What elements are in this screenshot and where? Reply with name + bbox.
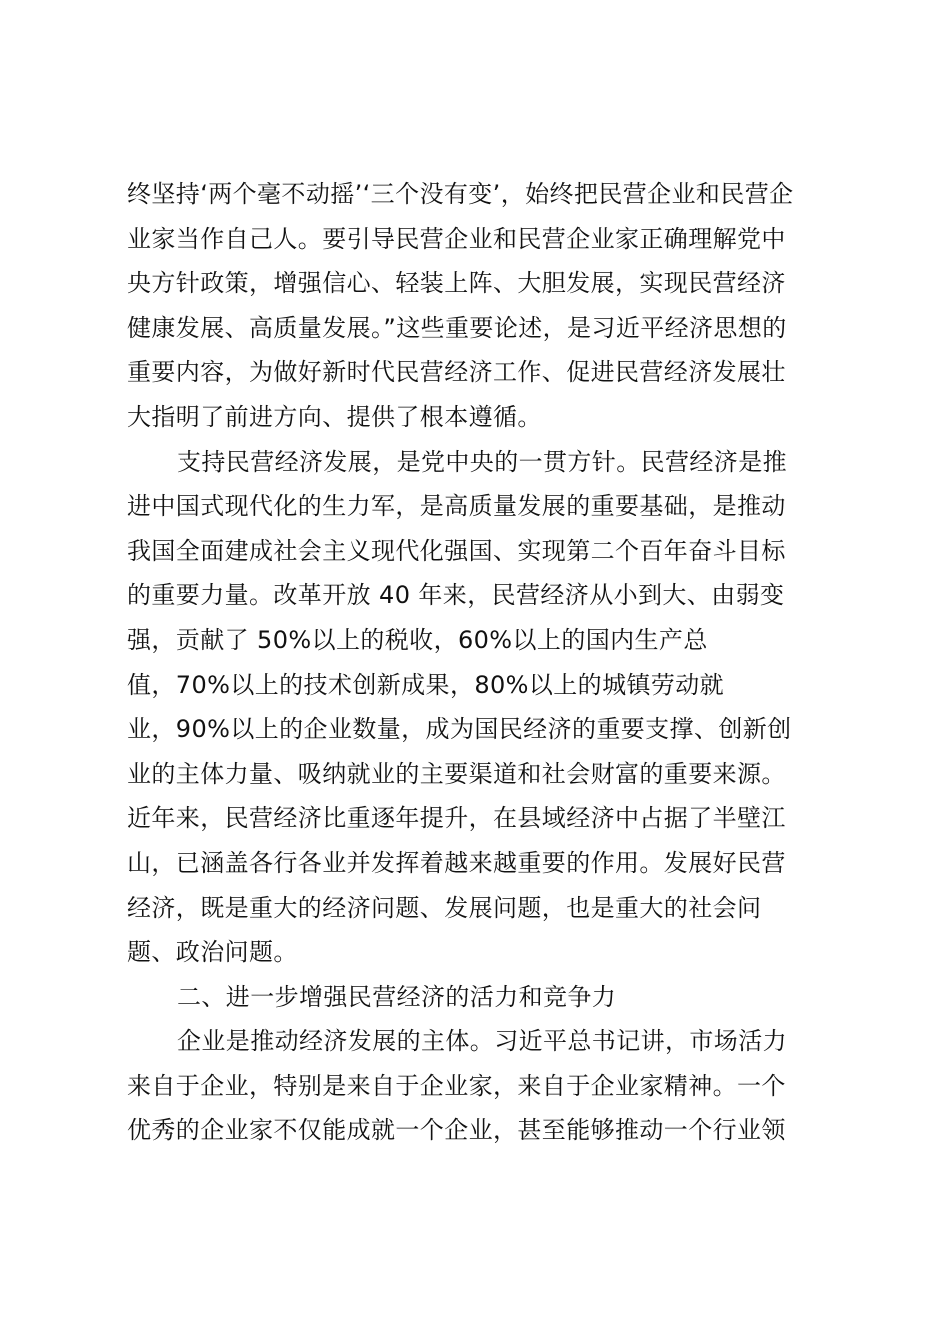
- text-line: 强，贡献了 50%以上的税收，60%以上的国内生产总: [127, 625, 708, 654]
- text-line: 近年来，民营经济比重逐年提升，在县域经济中占据了半壁江: [127, 804, 786, 833]
- text-line: 山，已涵盖各行各业并发挥着越来越重要的作用。发展好民营: [127, 848, 786, 877]
- text-line: 业家当作自己人。要引导民营企业和民营企业家正确理解党中: [127, 224, 786, 253]
- text-line: 题、政治问题。: [127, 938, 298, 967]
- text-line: 经济，既是重大的经济问题、发展问题，也是重大的社会问: [127, 893, 762, 922]
- paragraph-start-line: 企业是推动经济发展的主体。习近平总书记讲，市场活力: [177, 1027, 787, 1056]
- text-line: 值，70%以上的技术创新成果，80%以上的城镇劳动就: [127, 670, 725, 699]
- text-line: 进中国式现代化的生力军，是高质量发展的重要基础，是推动: [127, 492, 786, 521]
- section-heading: 二、进一步增强民营经济的活力和竞争力: [177, 982, 617, 1011]
- text-line: 业的主体力量、吸纳就业的主要渠道和社会财富的重要来源。: [127, 759, 786, 788]
- text-line: 的重要力量。改革开放 40 年来，民营经济从小到大、由弱变: [127, 581, 785, 610]
- text-line: 大指明了前进方向、提供了根本遵循。: [127, 402, 542, 431]
- text-line: 重要内容，为做好新时代民营经济工作、促进民营经济发展壮: [127, 358, 786, 387]
- text-line: 来自于企业，特别是来自于企业家，来自于企业家精神。一个: [127, 1071, 786, 1100]
- document-body: [127, 172, 847, 1153]
- text-line: 优秀的企业家不仅能成就一个企业，甚至能够推动一个行业领: [127, 1116, 786, 1145]
- text-line: 业，90%以上的企业数量，成为国民经济的重要支撑、创新创: [127, 715, 792, 744]
- text-line: 终坚持‘两个毫不动摇’‘三个没有变’，始终把民营企业和民营企: [127, 180, 794, 208]
- text-line: 央方针政策，增强信心、轻装上阵、大胆发展，实现民营经济: [127, 269, 786, 298]
- paragraph-start-line: 支持民营经济发展，是党中央的一贯方针。民营经济是推: [177, 447, 787, 476]
- text-line: 健康发展、高质量发展。”这些重要论述，是习近平经济思想的: [127, 313, 787, 342]
- text-line: 我国全面建成社会主义现代化强国、实现第二个百年奋斗目标: [127, 536, 786, 565]
